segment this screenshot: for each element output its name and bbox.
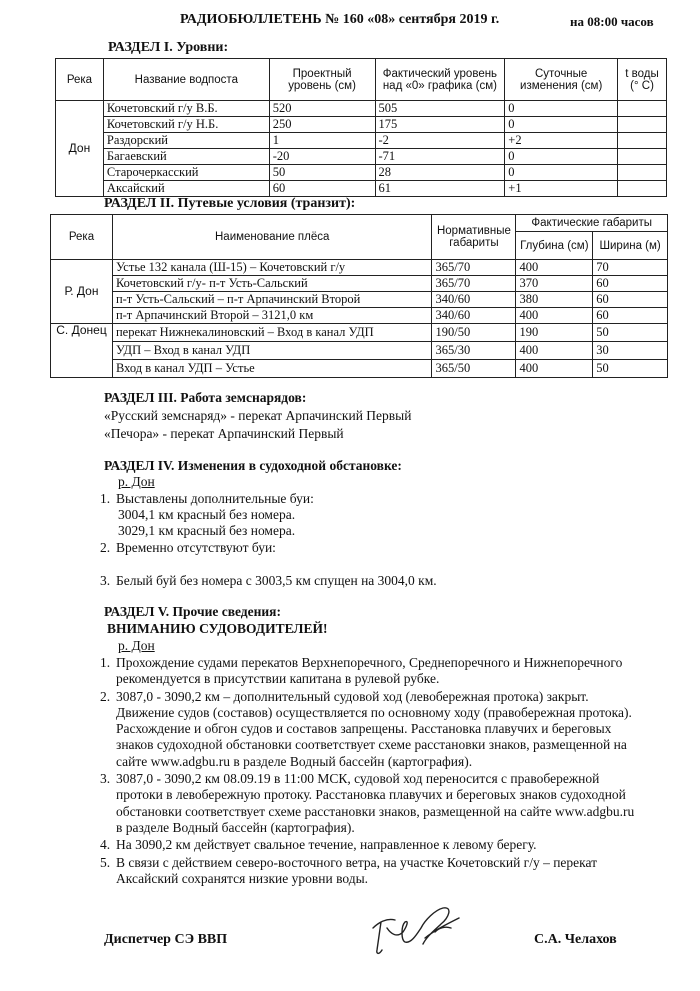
- table-row: [56, 149, 667, 165]
- section4-title: РАЗДЕЛ IV. Изменения в судоходной обстановке:: [104, 458, 402, 473]
- item-text: Выставлены дополнительные буи:: [116, 491, 314, 506]
- signature-icon: [365, 898, 475, 958]
- design-level: 520: [269, 101, 375, 117]
- design-level: 250: [269, 117, 375, 133]
- normative-dims: 190/50: [432, 324, 516, 342]
- buoy-line: 3004,1 км красный без номера.: [118, 507, 296, 522]
- normative-dims: 365/30: [432, 342, 516, 360]
- stretch-name: п-т Арпачинский Второй – 3121,0 км: [112, 308, 432, 324]
- stretch-name: Кочетовский г/у- п-т Усть-Сальский: [112, 276, 432, 292]
- section5-list: [100, 655, 670, 887]
- item-line: Прохождение судами перекатов Верхнепоречного, Среднепоречного и Нижнепоречного: [116, 655, 623, 670]
- actual-depth: 400: [516, 308, 593, 324]
- table-row: [56, 133, 667, 149]
- table-row: [56, 165, 667, 181]
- item-number: 2.: [100, 688, 111, 704]
- normative-dims: 340/60: [432, 292, 516, 308]
- normative-dims: 365/70: [432, 276, 516, 292]
- list-item: [100, 689, 670, 770]
- actual-level: 28: [375, 165, 505, 181]
- section1-title: РАЗДЕЛ I. Уровни:: [108, 40, 229, 55]
- design-level: -20: [269, 149, 375, 165]
- actual-level: -71: [375, 149, 505, 165]
- attention-heading: ВНИМАНИЮ СУДОВОДИТЕЛЕЙ!: [107, 621, 328, 636]
- table-row: [51, 308, 668, 324]
- post-name: Багаевский: [103, 149, 269, 165]
- water-temp: [618, 133, 667, 149]
- transit-table: [50, 214, 668, 378]
- river-don: Р. Дон: [51, 260, 113, 324]
- header-temp: t воды (° С): [618, 59, 667, 101]
- daily-change: 0: [505, 101, 618, 117]
- bulletin-title: РАДИОБЮЛЛЕТЕНЬ № 160 «08» сентября 2019 г.: [180, 12, 500, 27]
- item-line: 3087,0 - 3090,2 км – дополнительный судовой ход (левобережная протока) закрыт.: [116, 688, 589, 704]
- stretch-name: Устье 132 канала (Ш-15) – Кочетовский г/у: [112, 260, 432, 276]
- actual-level: 61: [375, 181, 505, 197]
- section4-item-3: 3. Белый буй без номера с 3003,5 км спущен на 3004,0 км.: [100, 573, 437, 588]
- item-line: обстановки соответствует схеме расстановки знаков, размещенной на сайте www.adgbu.ru: [116, 803, 635, 819]
- actual-width: 60: [593, 292, 668, 308]
- stretch-name: Вход в канал УДП – Устье: [112, 360, 432, 378]
- stretch-name: п-т Усть-Сальский – п-т Арпачинский Второй: [112, 292, 432, 308]
- design-level: 50: [269, 165, 375, 181]
- buoy-line: 3029,1 км красный без номера.: [118, 523, 296, 538]
- list-item: [100, 771, 670, 836]
- table-row: [51, 342, 668, 360]
- actual-width: 70: [593, 260, 668, 276]
- header-river: Река: [51, 215, 113, 260]
- post-name: Раздорский: [103, 133, 269, 149]
- bulletin-time: на 08:00 часов: [570, 14, 654, 29]
- post-name: Аксайский: [103, 181, 269, 197]
- actual-level: 505: [375, 101, 505, 117]
- item-line: В связи с действием северо-восточного ветра, на участке Кочетовский г/у – перекат: [116, 854, 598, 870]
- header-post: Название водпоста: [103, 59, 269, 101]
- table-row: [51, 324, 668, 342]
- header-actual-dimensions: Фактические габариты: [516, 215, 668, 232]
- header-depth: Глубина (см): [516, 232, 593, 260]
- post-name: Кочетовский г/у В.Б.: [103, 101, 269, 117]
- water-temp: [618, 181, 667, 197]
- stretch-name: УДП – Вход в канал УДП: [112, 342, 432, 360]
- actual-width: 50: [593, 324, 668, 342]
- header-design: Проектный уровень (см): [269, 59, 375, 101]
- item-line: На 3090,2 км действует свальное течение, направленное к левому берегу.: [116, 837, 537, 853]
- item-text: Временно отсутствуют буи:: [116, 540, 276, 555]
- table-row: [56, 117, 667, 133]
- actual-depth: 370: [516, 276, 593, 292]
- table-row: [56, 181, 667, 197]
- actual-depth: 400: [516, 260, 593, 276]
- actual-depth: 400: [516, 360, 593, 378]
- header-width: Ширина (м): [593, 232, 668, 260]
- stretch-name: перекат Нижнекалиновский – Вход в канал УДП: [112, 324, 432, 342]
- item-number: 4.: [100, 837, 111, 853]
- water-temp: [618, 149, 667, 165]
- levels-table: [55, 58, 667, 197]
- post-name: Кочетовский г/у Н.Б.: [103, 117, 269, 133]
- table-row: [51, 292, 668, 308]
- item-line: Аксайский сохранятся низкие уровни воды.: [116, 870, 369, 886]
- river-donets: С. Донец: [51, 324, 113, 378]
- item-line: Движение судов (составов) осуществляется по основному ходу (правобережная протока).: [116, 704, 632, 720]
- dredger-line: «Русский земснаряд» - перекат Арпачинский Первый: [104, 408, 412, 423]
- table-row: [51, 260, 668, 276]
- item-line: сайте www.adgbu.ru в разделе Водный бассейн (картография).: [116, 753, 473, 769]
- item-line: в разделе Водный бассейн (картография).: [116, 819, 355, 835]
- list-item: [100, 655, 670, 688]
- list-item: [100, 837, 670, 853]
- section4-item-2: 2. Временно отсутствуют буи:: [100, 540, 276, 555]
- water-temp: [618, 165, 667, 181]
- item-number: 1.: [100, 655, 111, 670]
- daily-change: 0: [505, 117, 618, 133]
- design-level: 60: [269, 181, 375, 197]
- daily-change: +1: [505, 181, 618, 197]
- actual-width: 60: [593, 308, 668, 324]
- daily-change: 0: [505, 149, 618, 165]
- normative-dims: 365/70: [432, 260, 516, 276]
- water-temp: [618, 117, 667, 133]
- header-actual: Фактический уровень над «0» графика (см): [375, 59, 505, 101]
- item-line: Расхождение и обгон судов и составов запрещены. Расстановка плавучих и береговых: [116, 721, 612, 737]
- header-change: Суточные изменения (см): [505, 59, 618, 101]
- daily-change: 0: [505, 165, 618, 181]
- table-row: [51, 276, 668, 292]
- section5-title: РАЗДЕЛ V. Прочие сведения:: [104, 604, 281, 619]
- header-normative: Нормативные габариты: [432, 215, 516, 260]
- water-temp: [618, 101, 667, 117]
- actual-depth: 380: [516, 292, 593, 308]
- daily-change: +2: [505, 133, 618, 149]
- section3-title: РАЗДЕЛ III. Работа земснарядов:: [104, 390, 307, 405]
- actual-depth: 400: [516, 342, 593, 360]
- list-item: [100, 855, 670, 888]
- item-line: знаков судоходной обстановки соответствует схеме расстановки знаков, размещенной на: [116, 737, 627, 753]
- section2-title: РАЗДЕЛ II. Путевые условия (транзит):: [104, 196, 356, 211]
- design-level: 1: [269, 133, 375, 149]
- normative-dims: 365/50: [432, 360, 516, 378]
- table-row: [51, 360, 668, 378]
- dredger-line: «Печора» - перекат Арпачинский Первый: [104, 426, 344, 441]
- item-line: 3087,0 - 3090,2 км 08.09.19 в 11:00 МСК, судовой ход переносится с правобережной: [116, 771, 600, 787]
- dispatcher-label: Диспетчер СЭ ВВП: [104, 932, 228, 947]
- section4-river: р. Дон: [118, 474, 155, 489]
- item-number: 5.: [100, 854, 111, 870]
- normative-dims: 340/60: [432, 308, 516, 324]
- table-row: [56, 101, 667, 117]
- post-name: Старочеркасский: [103, 165, 269, 181]
- section5-river: р. Дон: [118, 638, 155, 653]
- actual-depth: 190: [516, 324, 593, 342]
- section4-item-1: 1. Выставлены дополнительные буи:: [100, 491, 314, 506]
- header-stretch: Наименование плёса: [112, 215, 432, 260]
- transit-header-row: [51, 215, 668, 232]
- item-line: рекомендуется в присутствии капитана в рулевой рубке.: [116, 671, 440, 687]
- header-river: Река: [56, 59, 104, 101]
- actual-width: 50: [593, 360, 668, 378]
- actual-level: 175: [375, 117, 505, 133]
- signatory-name: С.А. Челахов: [534, 932, 617, 947]
- item-text: Белый буй без номера с 3003,5 км спущен на 3004,0 км.: [116, 573, 437, 588]
- actual-level: -2: [375, 133, 505, 149]
- river-don: Дон: [56, 101, 104, 197]
- item-line: протоки в левобережную протоку. Расстановка плавучих и береговых знаков судоходной: [116, 787, 626, 803]
- item-number: 3.: [100, 771, 111, 787]
- levels-header-row: [56, 59, 667, 101]
- actual-width: 30: [593, 342, 668, 360]
- actual-width: 60: [593, 276, 668, 292]
